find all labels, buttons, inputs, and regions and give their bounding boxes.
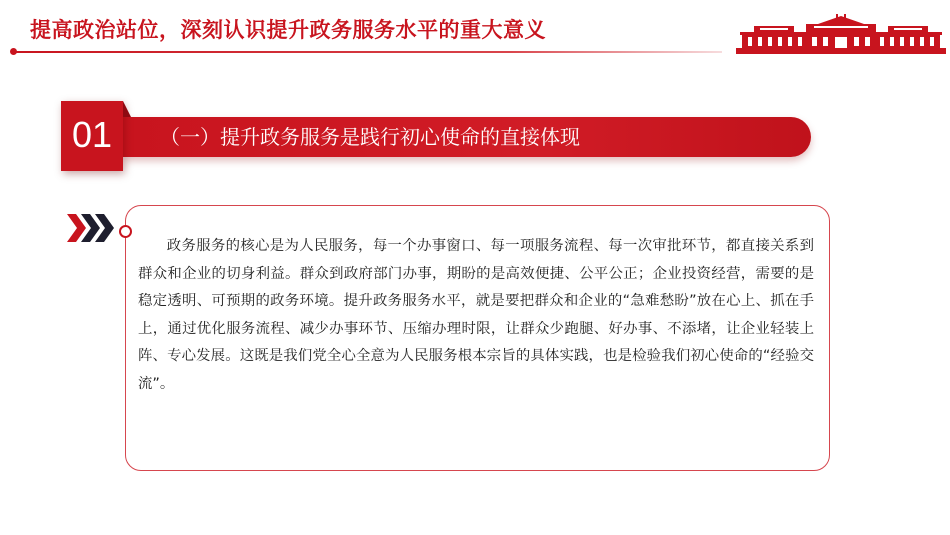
section-number: 01 xyxy=(71,114,113,155)
section-title: （一）提升政务服务是践行初心使命的直接体现 xyxy=(160,125,580,149)
building-icon xyxy=(736,14,946,54)
content-paragraph: 政务服务的核心是为人民服务，每一个办事窗口、每一项服务流程、每一次审批环节，都直接关系到群众和企业的切身利益。群众到政府部门办事，期盼的是高效便捷、公平公正；企业投资经营，需要的是稳定透明、可预期的政务环境。提升政务服务水平，就是要把群众和企业的“急难愁盼”放在心上、抓在手上，通过优化服务流程、减少办事环节、压缩办理时限，让群众少跑腿、好办事、不添堵，让企业轻装上阵、专心发展。这既是我们党全心全意为人民服务根本宗旨的具体实践，也是检验我们初心使命的“经验交流”。 xyxy=(138,238,814,392)
chevron-arrows-icon xyxy=(67,212,115,244)
page-title: 提高政治站位，深刻认识提升政务服务水平的重大意义 xyxy=(30,18,546,42)
content-card-dot xyxy=(119,225,132,238)
header-rule xyxy=(14,51,722,53)
section-number-box xyxy=(61,101,123,171)
